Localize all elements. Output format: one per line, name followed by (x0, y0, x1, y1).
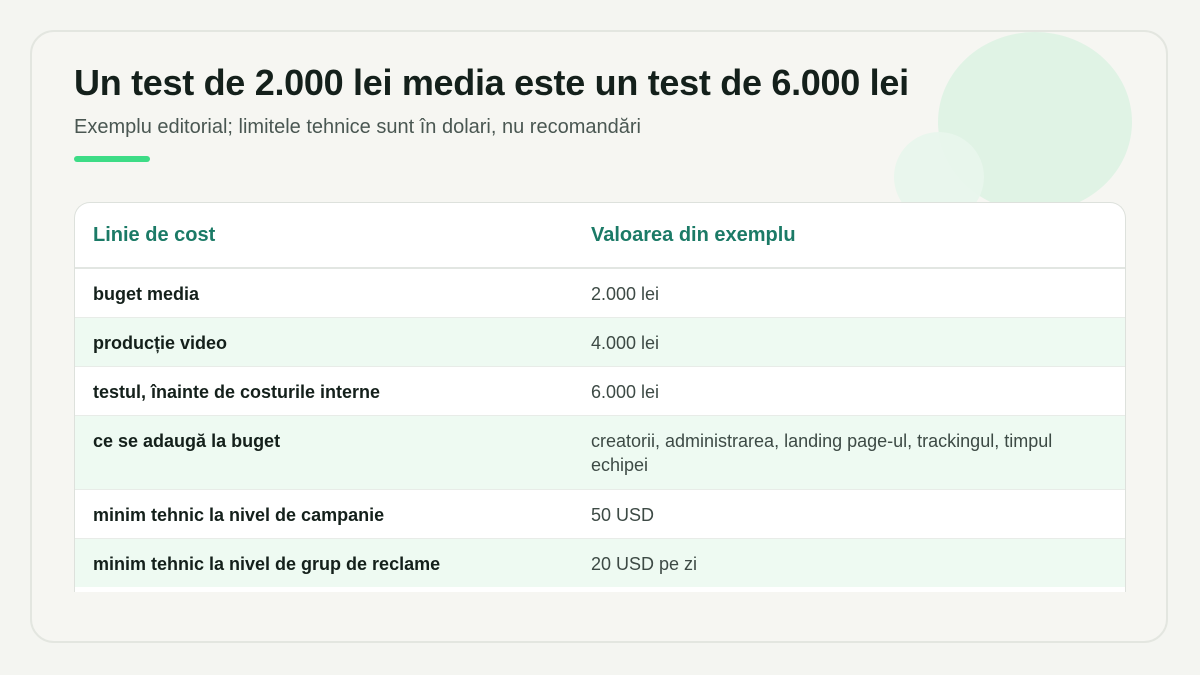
table-row (75, 489, 1125, 538)
row-label: minim tehnic la nivel de campanie (75, 489, 583, 538)
row-value: 20 USD pe zi (583, 538, 1125, 587)
accent-bar (74, 156, 150, 162)
row-value: creatorii, administrarea, landing page-ul, trackingul, timpul echipei (583, 415, 1125, 489)
table-row (75, 317, 1125, 366)
table-row (75, 415, 1125, 489)
cost-table (74, 202, 1126, 592)
row-value: 50 USD (583, 489, 1125, 538)
row-label: testul, înainte de costurile interne (75, 366, 583, 415)
content-card (30, 30, 1168, 643)
page-subtitle: Exemplu editorial; limitele tehnice sunt în dolari, nu recomandări (74, 116, 641, 138)
table-row (75, 366, 1125, 415)
table-row (75, 538, 1125, 587)
row-label: ce se adaugă la buget (75, 415, 583, 489)
row-value: 2.000 lei (583, 268, 1125, 317)
page-title: Un test de 2.000 lei media este un test de 6.000 lei (74, 62, 909, 103)
row-value: 4.000 lei (583, 317, 1125, 366)
column-header-example-value: Valoarea din exemplu (583, 203, 1125, 268)
row-value: 6.000 lei (583, 366, 1125, 415)
row-label: producție video (75, 317, 583, 366)
row-label: buget media (75, 268, 583, 317)
table-header-row (75, 203, 1125, 268)
table-row (75, 268, 1125, 317)
column-header-cost-line: Linie de cost (75, 203, 583, 268)
row-label: minim tehnic la nivel de grup de reclame (75, 538, 583, 587)
